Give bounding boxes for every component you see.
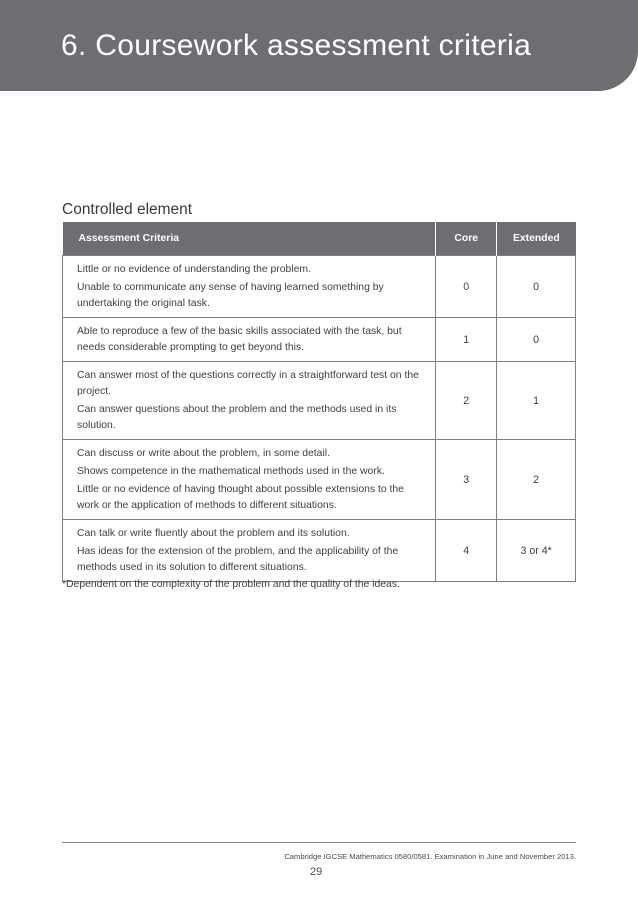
criteria-cell [63, 440, 436, 520]
table-row [63, 318, 576, 362]
page-number: 29 [310, 866, 323, 878]
core-score: 1 [436, 318, 497, 362]
footer-text: Cambridge IGCSE Mathematics 0580/0581. Examination in June and November 2013. [284, 852, 576, 861]
criteria-line: Has ideas for the extension of the problem, and the applicability of the methods used in its solution to different situations. [77, 546, 399, 573]
column-header-extended: Extended [497, 222, 576, 256]
criteria-line: Little or no evidence of understanding the problem. [77, 264, 311, 275]
core-score: 3 [436, 440, 497, 520]
table-row [63, 440, 576, 520]
extended-score: 0 [497, 256, 576, 318]
criteria-line: Able to reproduce a few of the basic skills associated with the task, but needs considerable prompting to get beyond this. [77, 326, 402, 353]
footnote: *Dependent on the complexity of the problem and the quality of the ideas. [62, 579, 400, 590]
criteria-cell [63, 256, 436, 318]
table-row [63, 520, 576, 582]
criteria-cell [63, 318, 436, 362]
extended-score: 2 [497, 440, 576, 520]
page-title: 6. Coursework assessment criteria [61, 29, 532, 62]
column-header-core: Core [436, 222, 497, 256]
core-score: 2 [436, 362, 497, 440]
extended-score: 1 [497, 362, 576, 440]
core-score: 4 [436, 520, 497, 582]
column-header-criteria: Assessment Criteria [63, 222, 436, 256]
criteria-line: Shows competence in the mathematical methods used in the work. [77, 466, 385, 477]
footer-divider [62, 842, 576, 843]
criteria-cell [63, 520, 436, 582]
core-score: 0 [436, 256, 497, 318]
criteria-line: Can answer most of the questions correctly in a straightforward test on the project. [77, 370, 419, 397]
criteria-line: Little or no evidence of having thought about possible extensions to the work or the application of methods to different situations. [77, 484, 404, 511]
table-row [63, 362, 576, 440]
criteria-line: Can discuss or write about the problem, in some detail. [77, 448, 330, 459]
header-band [0, 0, 638, 91]
extended-score: 3 or 4* [497, 520, 576, 582]
criteria-line: Can answer questions about the problem and the methods used in its solution. [77, 404, 397, 431]
extended-score: 0 [497, 318, 576, 362]
assessment-criteria-table [62, 222, 576, 582]
table-row [63, 256, 576, 318]
section-heading: Controlled element [62, 201, 193, 218]
criteria-line: Unable to communicate any sense of having learned something by undertaking the original task. [77, 282, 384, 309]
table-header-row [63, 222, 576, 256]
criteria-cell [63, 362, 436, 440]
criteria-line: Can talk or write fluently about the problem and its solution. [77, 528, 350, 539]
